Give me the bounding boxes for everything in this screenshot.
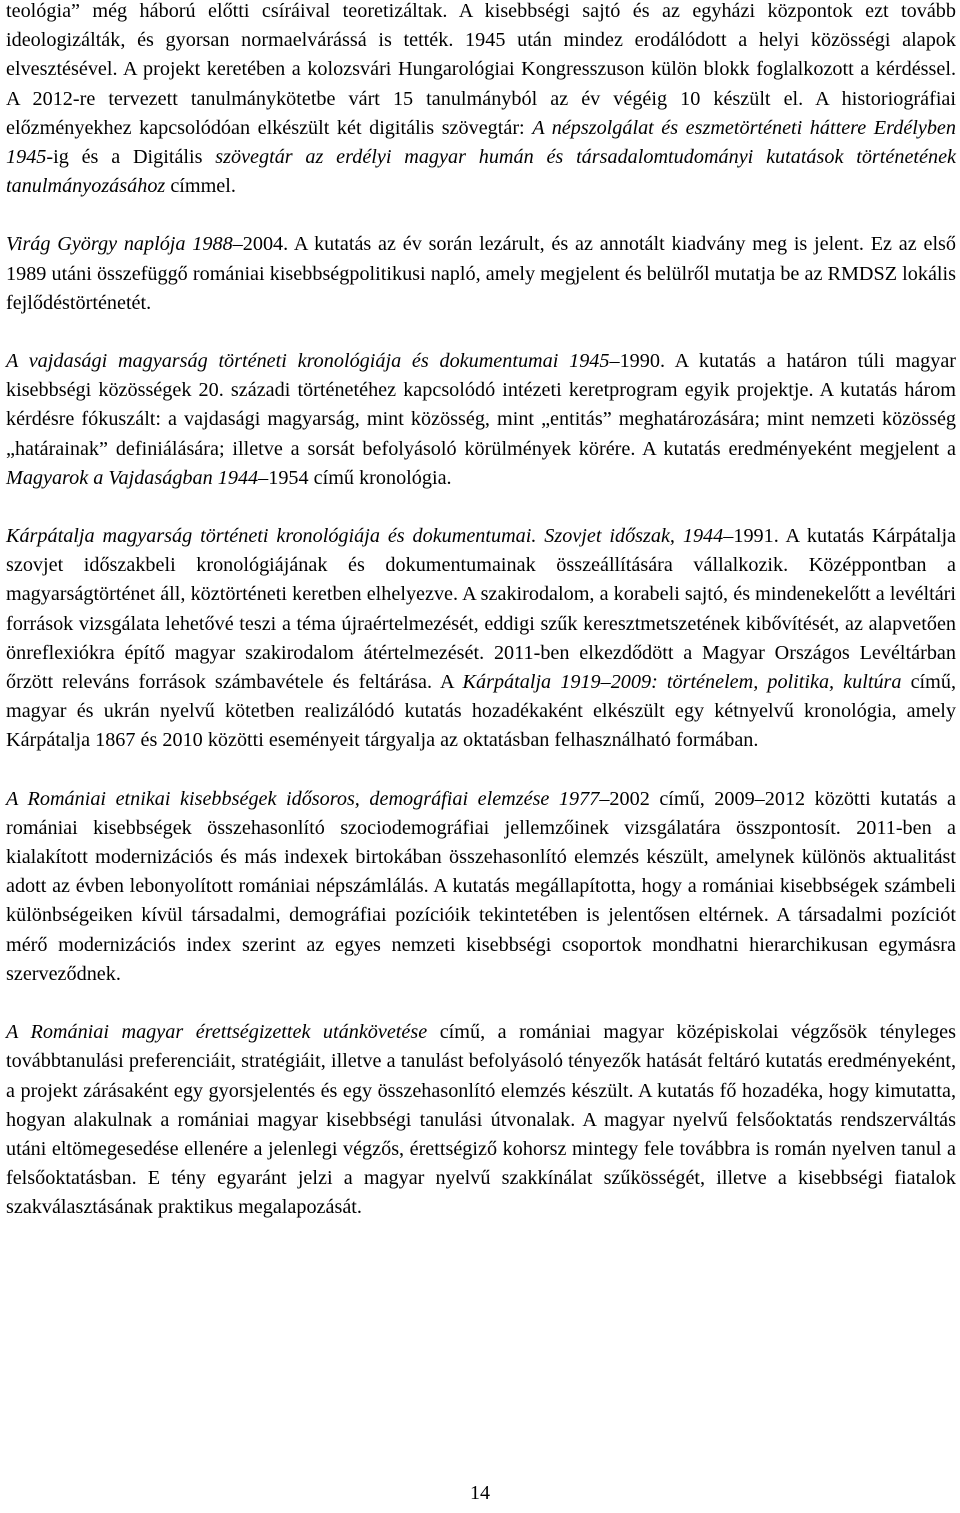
- body-text: teológia” még háború előtti csíráival teoretizáltak. A kisebbségi sajtó és az egyházi központok ezt tovább ideologizálták, és gyorsan normaelvárássá is tették. 1945 után mindez erodálódott a helyi közösségi alapok elvesztésével. A projekt keretében a kolozsvári Hungarológiai Kongresszuson külön blokk foglalkozott a kérdéssel. A 2012-re tervezett tanulmánykötetbe várt 15 tanulmányból az év végéig 10 készült el. A historiográfiai előzményekhez kapcsolódóan elkészült két digitális szövegtár:: [6, 0, 956, 139]
- body-text: –2002 című, 2009–2012 közötti kutatás a romániai kisebbségek összehasonlító szociodemográfiai jellemzőinek vizsgálatára összpontosít. 2011-ben a kialakított modernizációs és más indexek birtokában összehasonlító elemzés készült, amelynek különös aktualitást adott az évben lebonyolított romániai népszámlálás. A kutatás megállapította, hogy a romániai kisebbségek számbeli különbségeiken kívül társadalmi, demográfiai pozícióik tekintetében is jelentősen eltérnek. A társadalmi pozíciót mérő modernizációs index szerint az egyes nemzeti kisebbségi csoportok mondhatni hierarchikusan egymásra szerveződnek.: [6, 787, 956, 985]
- paragraph-intro: [6, 0, 956, 201]
- body-text: -ig és a Digitális: [46, 146, 216, 169]
- paragraph-vojvodina-chronology: [6, 347, 956, 493]
- body-text: –1991. A kutatás Kárpátalja szovjet időszakbeli kronológiájának és dokumentumainak összeállítására vállalkozik. Középpontban a magyarságtörténet áll, köztörténeti keretben elhelyezve. A szakirodalom, a korabeli sajtó, és mindenekelőtt a levéltári források vizsgálata lehetővé teszi a téma újraértelmezését, eddigi szűk keresztmetszetének kibővítését, az alapvetően önreflexiókra építő magyar szakirodalom átértelmezését. 2011-ben elkezdődött a Magyar Országos Levéltárban őrzött releváns források számbavétele és feltárása. A: [6, 525, 957, 694]
- body-text: –1990. A kutatás a határon túli magyar kisebbségi közösségek 20. századi történetéhez kapcsolódó intézeti keretprogram egyik projektje. A kutatás három kérdésre fókuszált: a vajdasági magyarság, mint közösség, mint „entitás” meghatározására; mint nemzeti közösség „határainak” definiálására; illetve a sorsát befolyásoló körülmények körére. A kutatás eredményeként megjelent a: [6, 350, 957, 460]
- italic-title-text: A Romániai magyar érettségizettek utánkövetése: [6, 1021, 428, 1044]
- italic-title-text: A népszolgálat és eszmetörténeti háttere Erdélyben 1945: [6, 116, 956, 169]
- paragraph-virag-diary: [6, 230, 956, 318]
- italic-title-text: Kárpátalja 1919–2009: történelem, politika, kultúra: [462, 671, 902, 694]
- italic-title-text: Magyarok a Vajdaságban 1944: [6, 466, 259, 489]
- paragraph-graduates-follow-up: [6, 1018, 956, 1222]
- document-page: [6, 0, 956, 1223]
- body-text: című, magyar és ukrán nyelvű kötetben realizálódó kutatás hozadékaként elkészült egy kétnyelvű kronológia, amely Kárpátalja 1867 és 2010 közötti eseményeit tárgyalja az oktatásban felhasználható formában.: [6, 671, 956, 752]
- italic-title-text: A vajdasági magyarság történeti kronológiája és dokumentumai 1945: [6, 350, 610, 373]
- body-text: –1954 című kronológia.: [258, 466, 452, 489]
- page-number: 14: [470, 1482, 490, 1504]
- italic-title-text: Kárpátalja magyarság történeti kronológiája és dokumentumai. Szovjet időszak, 1944: [6, 525, 724, 548]
- paragraph-transcarpathia-chronology: [6, 522, 956, 756]
- italic-title-text: szövegtár az erdélyi magyar humán és társadalomtudományi kutatások történetének tanulmányozásához: [6, 146, 956, 198]
- paragraph-romanian-minorities-demography: [6, 785, 956, 989]
- body-text: –2004. A kutatás az év során lezárult, és az annotált kiadvány meg is jelent. Ez az első 1989 utáni összefüggő romániai kisebbségpolitikusi napló, amely megjelent és belülről mutatja be az RMDSZ lokális fejlődéstörténetét.: [6, 233, 956, 314]
- italic-title-text: Virág György naplója 1988: [6, 233, 233, 256]
- body-text: címmel.: [165, 175, 236, 198]
- body-text: című, a romániai magyar középiskolai végzősök tényleges továbbtanulási preferenciáit, stratégiáit, illetve a tanulást befolyásoló tényezők hatását feltáró kutatás eredményeként, a projekt zárásaként egy gyorsjelentés és egy összehasonlító elemzés készült. A kutatás fő hozadéka, hogy kimutatta, hogyan alakulnak a romániai magyar kisebbségi tanulási útvonalak. A magyar nyelvű felsőoktatás rendszerváltás utáni eltömegesedése ellenére a jelenlegi végzős, érettségiző kohorsz mintegy fele továbbra is román nyelven tanul a felsőoktatásban. E tény egyaránt jelzi a magyar nyelvű szakkínálat szűkösségét, illetve a kisebbségi fiatalok szakválasztásának praktikus megalapozását.: [6, 1021, 956, 1219]
- italic-title-text: A Romániai etnikai kisebbségek idősoros, demográfiai elemzése 1977: [6, 787, 600, 810]
